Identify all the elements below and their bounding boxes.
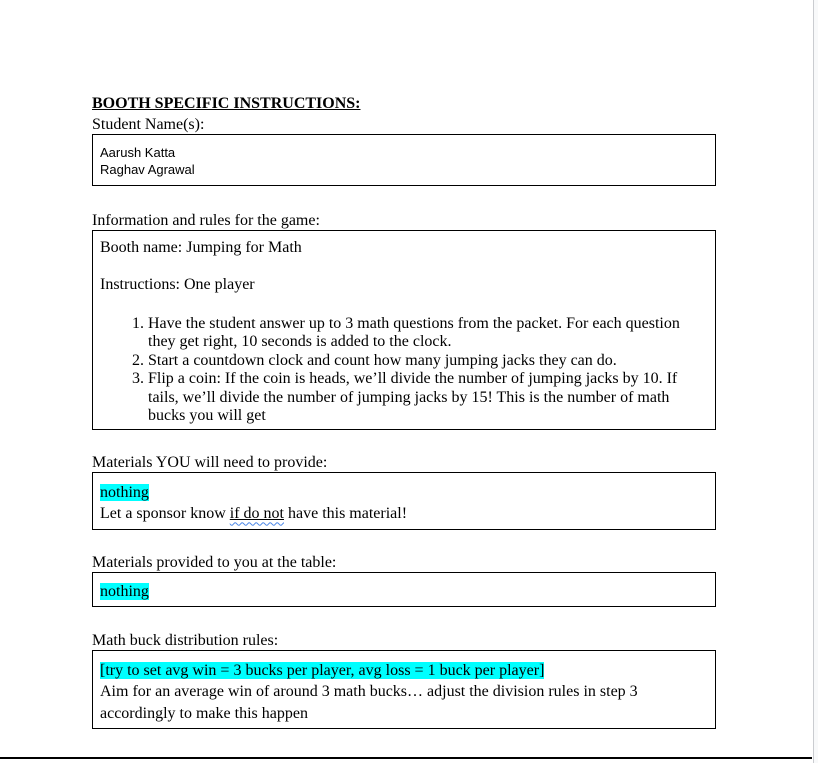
materials-table-value-line	[100, 581, 708, 602]
page-title: BOOTH SPECIFIC INSTRUCTIONS:	[92, 95, 361, 112]
buck-rules-target-line	[100, 660, 708, 682]
buck-rules-target-highlight: [try to set avg win = 3 bucks per player, avg loss = 1 buck per player]	[100, 661, 545, 679]
sponsor-note-prefix: Let a sponsor know	[100, 504, 230, 522]
game-rule-item: 2. Start a countdown clock and count how many jumping jacks they can do.	[148, 352, 708, 371]
materials-you-value-line	[100, 482, 708, 503]
materials-table-value-highlight: nothing	[100, 582, 149, 600]
document-content	[92, 0, 716, 729]
sponsor-note-underlined-phrase	[230, 505, 284, 522]
sponsor-note-line	[100, 503, 708, 524]
sponsor-note-suffix: have this material!	[283, 504, 408, 522]
student-name: Raghav Agrawal	[100, 162, 195, 177]
materials-you-value-highlight: nothing	[100, 483, 149, 501]
game-rule-item: 1. Have the student answer up to 3 math questions from the packet. For each question they get right, 10 seconds is added to the clock.	[148, 315, 708, 352]
blank-line	[100, 258, 708, 277]
buck-rules-label: Math buck distribution rules:	[92, 631, 279, 649]
student-names-label: Student Name(s):	[92, 116, 205, 133]
materials-you-box[interactable]	[92, 472, 716, 530]
booth-name-line: Booth name: Jumping for Math	[100, 239, 302, 256]
buck-rules-box[interactable]	[92, 650, 716, 730]
instructions-line: Instructions: One player	[100, 276, 255, 293]
game-info-box[interactable]	[92, 230, 716, 430]
grammar-squiggle-phrase: if do not	[229, 504, 284, 522]
page-right-edge	[813, 0, 818, 763]
game-info-label: Information and rules for the game:	[92, 212, 320, 229]
materials-table-label: Materials provided to you at the table:	[92, 553, 337, 571]
game-rules-list	[100, 315, 708, 426]
student-names-box[interactable]	[92, 134, 716, 186]
blank-line	[100, 295, 708, 315]
materials-table-box[interactable]	[92, 572, 716, 607]
buck-rules-note: Aim for an average win of around 3 math bucks… adjust the division rules in step 3 accordingly to make this happen	[100, 683, 638, 722]
materials-you-label: Materials YOU will need to provide:	[92, 453, 328, 471]
bottom-divider	[0, 757, 812, 759]
student-name: Aarush Katta	[100, 145, 176, 160]
game-rule-item: 3. Flip a coin: If the coin is heads, we’ll divide the number of jumping jacks by 10. If tails, we’ll divide the number of jumping jacks by 15! This is the number of math bucks you will get	[148, 370, 708, 426]
